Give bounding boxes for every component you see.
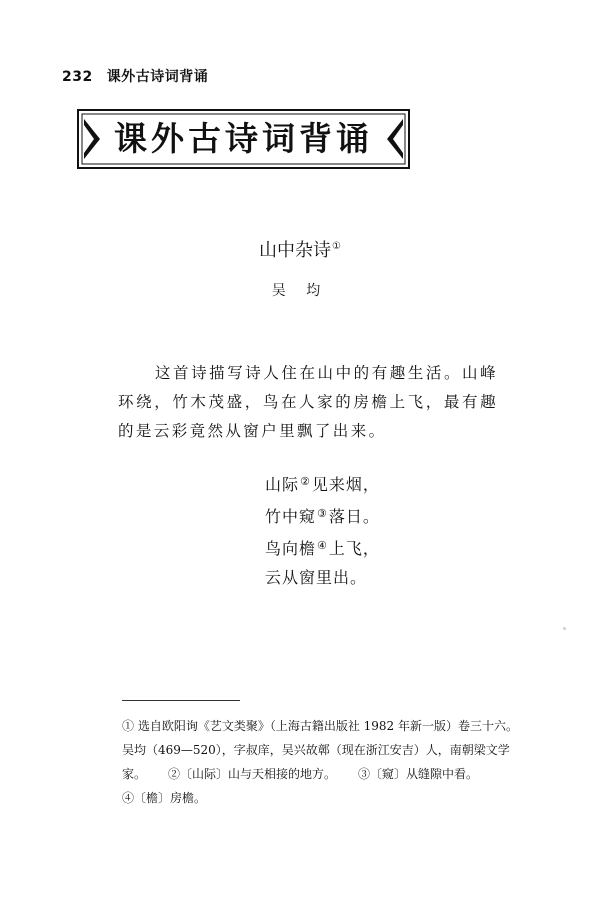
footnote-3: ③〔窥〕从缝隙中看。: [358, 767, 479, 781]
poem-introduction: 这首诗描写诗人住在山中的有趣生活。山峰环绕，竹木茂盛，鸟在人家的房檐上飞，最有趣的是云彩竟然从窗户里飘了出来。: [118, 363, 498, 440]
poem-title-text: 山中杂诗: [259, 240, 332, 261]
footnote-ref-1: ①: [332, 241, 341, 252]
footnote-4: ④〔檐〕房檐。: [122, 791, 207, 805]
footnote-divider: [122, 700, 240, 701]
verse-line-2: 竹中窥③落日。: [265, 507, 380, 526]
poem-verses: [265, 467, 380, 592]
footnote-ref-4: ④: [317, 539, 328, 552]
footnotes: [122, 714, 518, 810]
running-section-title: 课外古诗词背诵: [106, 69, 209, 85]
scan-speck: [563, 627, 566, 630]
poem-author: 吴 均: [271, 283, 329, 299]
page-number: 232: [62, 69, 93, 85]
poem-title: [0, 236, 600, 262]
verse-line-3: 鸟向檐④上飞，: [265, 539, 380, 558]
footnote-line: 吴均（469—520），字叔庠，吴兴故鄣（现在浙江安吉）人，南朝梁文学: [122, 743, 510, 757]
running-header: [62, 66, 208, 86]
footnote-line: ① 选自欧阳询《艺文类聚》（上海古籍出版社 1982 年新一版）卷三十六。: [122, 719, 518, 733]
verse-line-1: 山际②见来烟，: [265, 475, 380, 494]
footnote-ref-3: ③: [317, 507, 328, 520]
section-banner: [77, 109, 410, 169]
banner-title: 课外古诗词背诵: [114, 119, 373, 158]
verse-line-4: 云从窗里出。: [265, 568, 368, 587]
footnote-ref-2: ②: [300, 475, 311, 488]
footnote-2: ②〔山际〕山与天相接的地方。: [168, 767, 337, 781]
footnote-line: 家。 ②〔山际〕山与天相接的地方。 ③〔窥〕从缝隙中看。: [122, 767, 479, 781]
